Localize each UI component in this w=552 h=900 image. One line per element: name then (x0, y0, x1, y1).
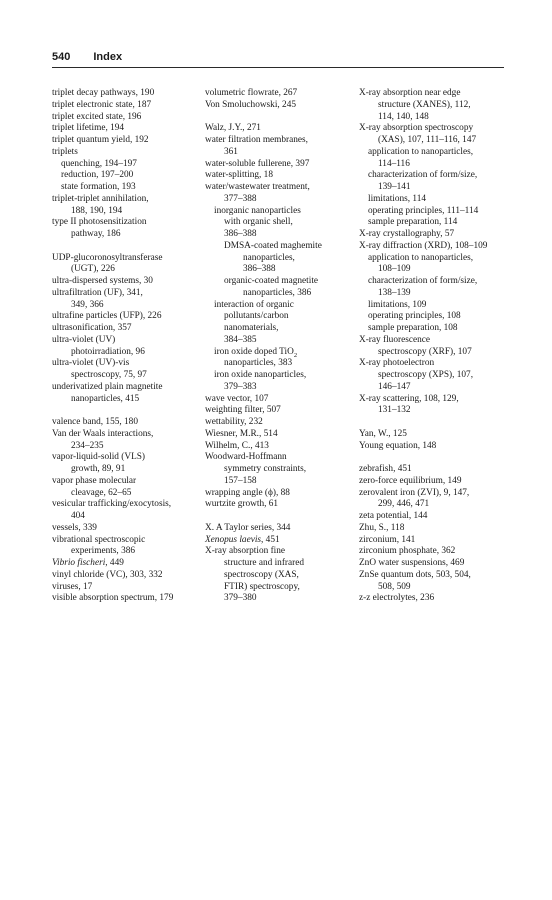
index-entry: zebrafish, 451 (359, 464, 412, 474)
index-entry: 157–158 (224, 475, 257, 486)
index-entry: Von Smoluchowski, 245 (205, 99, 296, 110)
index-entry: zirconium phosphate, 362 (359, 546, 456, 557)
index-entry: zeta potential, 144 (359, 511, 428, 521)
index-entry: application to nanoparticles, (368, 252, 474, 263)
index-entry: reduction, 197–200 (61, 170, 134, 181)
index-entry: structure and infrared (224, 558, 305, 568)
index-entry: volumetric flowrate, 267 (205, 88, 298, 98)
index-entry: 188, 190, 194 (71, 205, 123, 216)
index-entry: limitations, 114 (368, 193, 427, 204)
section-gap (52, 241, 202, 253)
index-entry: X. A Taylor series, 344 (205, 522, 291, 533)
index-entry: symmetry constraints, (224, 464, 307, 474)
index-entry: nanoparticles, 383 (224, 358, 293, 369)
index-entry: photoirradiation, 96 (71, 346, 145, 357)
index-entry: water-soluble fullerene, 397 (205, 158, 310, 169)
index-entry: type II photosensitization (52, 217, 147, 228)
index-entry: spectroscopy (XAS, (224, 569, 299, 580)
page-number: 540 (52, 51, 71, 63)
entry-pages: , 451 (261, 534, 280, 545)
index-entry (52, 558, 202, 570)
index-entry: X-ray diffraction (XRD), 108–109 (359, 240, 488, 251)
index-entry: nanomaterials, (224, 323, 279, 333)
index-entry: Zhu, S., 118 (359, 522, 405, 533)
index-entry: 379–383 (224, 381, 257, 392)
index-entry: organic-coated magnetite (224, 276, 319, 286)
index-entry: 139–141 (378, 182, 411, 192)
index-entry: vesicular trafficking/exocytosis, (52, 499, 172, 510)
index-entry: triplet excited state, 196 (52, 111, 142, 122)
entry-italic-term: Vibrio fischeri (52, 558, 106, 568)
index-entry: visible absorption spectrum, 179 (52, 593, 174, 604)
index-entry: experiments, 386 (71, 546, 136, 557)
index-column-2 (205, 88, 355, 605)
index-entry: Wilhelm, C., 413 (205, 440, 269, 451)
index-entry: vinyl chloride (VC), 303, 332 (52, 569, 163, 580)
index-entry: Wiesner, M.R., 514 (205, 428, 278, 439)
index-entry: characterization of form/size, (368, 170, 478, 181)
section-gap (205, 511, 355, 523)
index-entry: wave vector, 107 (205, 393, 269, 404)
index-entry: structure (XANES), 112, (378, 99, 471, 110)
index-entry: nanoparticles, (243, 252, 295, 263)
index-entry: wurtzite growth, 61 (205, 499, 279, 510)
index-entry: Woodward-Hoffmann (205, 452, 287, 463)
index-entry: quenching, 194–197 (61, 158, 137, 169)
index-entry: water filtration membranes, (205, 135, 309, 145)
index-entry: Walz, J.Y., 271 (205, 123, 261, 134)
index-entry: 379–380 (224, 593, 257, 604)
index-entry: triplets (52, 146, 78, 157)
section-gap (359, 452, 509, 464)
section-gap (52, 405, 202, 417)
index-entry: ultrafine particles (UFP), 226 (52, 311, 162, 322)
index-entry: ultra-violet (UV) (52, 334, 116, 345)
index-entry: ultrasonification, 357 (52, 323, 132, 333)
index-entry: triplet electronic state, 187 (52, 99, 152, 110)
index-entry: valence band, 155, 180 (52, 417, 138, 427)
index-entry: 404 (71, 511, 85, 521)
index-entry: 138–139 (378, 287, 411, 298)
index-entry: zirconium, 141 (359, 534, 416, 545)
index-entry: water-splitting, 18 (205, 170, 273, 181)
entry-text: iron oxide doped TiO (214, 346, 294, 357)
index-entry: spectroscopy (XRF), 107 (378, 346, 472, 357)
index-entry: 384–385 (224, 334, 257, 345)
index-entry: with organic shell, (224, 217, 293, 228)
index-entry: cleavage, 62–65 (71, 487, 132, 498)
index-entry: sample preparation, 114 (368, 217, 458, 228)
index-column-3 (359, 88, 509, 605)
section-gap (359, 417, 509, 429)
index-entry: 508, 509 (378, 581, 411, 592)
running-header (52, 51, 122, 63)
index-entry: 131–132 (378, 405, 411, 416)
index-entry: UDP-glucoronosyltransferase (52, 252, 163, 263)
index-entry (205, 535, 355, 547)
index-entry: underivatized plain magnetite (52, 381, 163, 392)
index-entry: inorganic nanoparticles (214, 205, 301, 216)
index-entry: X-ray scattering, 108, 129, (359, 393, 459, 404)
index-entry: pathway, 186 (71, 229, 121, 239)
index-entry: 114, 140, 148 (378, 111, 429, 122)
index-entry: ZnO water suspensions, 469 (359, 558, 465, 568)
index-entry: z-z electrolytes, 236 (359, 593, 435, 604)
index-entry: 108–109 (378, 264, 411, 275)
index-entry: 146–147 (378, 381, 411, 392)
index-entry: triplet lifetime, 194 (52, 123, 125, 134)
index-entry: vapor phase molecular (52, 475, 137, 486)
index-entry: (XAS), 107, 111–116, 147 (378, 135, 477, 145)
index-entry: triplet quantum yield, 192 (52, 135, 149, 145)
index-entry: X-ray absorption fine (205, 546, 286, 557)
index-entry: state formation, 193 (61, 182, 136, 192)
index-entry: vessels, 339 (52, 522, 97, 533)
index-entry: ultra-violet (UV)-vis (52, 358, 130, 369)
index-entry: (UGT), 226 (71, 264, 115, 275)
index-entry: viruses, 17 (52, 581, 93, 592)
index-entry: X-ray fluorescence (359, 334, 430, 345)
page-title: Index (93, 51, 123, 63)
index-entry: limitations, 109 (368, 299, 427, 310)
index-column-1 (52, 88, 202, 605)
index-entry: nanoparticles, 415 (71, 393, 140, 404)
index-entry: 386–388 (243, 264, 276, 275)
header-rule (52, 67, 504, 68)
index-entry: nanoparticles, 386 (243, 287, 312, 298)
section-gap (205, 112, 355, 124)
index-entry: 361 (224, 146, 238, 157)
index-entry: triplet decay pathways, 190 (52, 88, 155, 98)
index-entry: ultrafiltration (UF), 341, (52, 287, 143, 298)
index-entry: application to nanoparticles, (368, 146, 474, 157)
index-entry: operating principles, 111–114 (368, 205, 479, 216)
index-entry: zerovalent iron (ZVI), 9, 147, (359, 487, 470, 498)
index-entry: sample preparation, 108 (368, 323, 458, 333)
index-entry (205, 347, 355, 359)
index-entry: triplet-triplet annihilation, (52, 193, 149, 204)
index-entry: Van der Waals interactions, (52, 428, 154, 439)
index-entry: vapor-liquid-solid (VLS) (52, 452, 146, 463)
index-entry: 114–116 (378, 158, 410, 169)
index-entry: 386–388 (224, 229, 257, 239)
index-entry: zero-force equilibrium, 149 (359, 475, 462, 486)
index-entry: 377–388 (224, 193, 257, 204)
index-entry: ZnSe quantum dots, 503, 504, (359, 569, 471, 580)
index-entry: Young equation, 148 (359, 440, 437, 451)
index-entry: 234–235 (71, 440, 104, 451)
index-entry: DMSA-coated maghemite (224, 240, 322, 251)
index-entry: vibrational spectroscopic (52, 534, 146, 545)
index-entry: X-ray absorption near edge (359, 88, 461, 98)
index-entry: pollutants/carbon (224, 311, 289, 322)
index-entry: growth, 89, 91 (71, 464, 126, 474)
entry-subscript: 2 (293, 351, 298, 359)
index-entry: X-ray absorption spectroscopy (359, 123, 474, 134)
index-entry: X-ray crystallography, 57 (359, 229, 455, 239)
index-entry: iron oxide nanoparticles, (214, 370, 307, 380)
index-entry: operating principles, 108 (368, 311, 461, 322)
index-entry: interaction of organic (214, 299, 294, 310)
index-entry: 349, 366 (71, 299, 104, 310)
index-entry: X-ray photoelectron (359, 358, 435, 369)
index-entry: weighting filter, 507 (205, 405, 281, 416)
index-entry: wrapping angle (ϕ), 88 (205, 487, 290, 498)
index-entry: ultra-dispersed systems, 30 (52, 276, 153, 286)
index-entry: FTIR) spectroscopy, (224, 581, 300, 592)
entry-pages: , 449 (105, 558, 124, 568)
index-entry: water/wastewater treatment, (205, 182, 310, 192)
index-entry: characterization of form/size, (368, 276, 478, 286)
index-entry: wettability, 232 (205, 417, 263, 427)
entry-italic-term: Xenopus laevis (205, 534, 262, 545)
index-entry: spectroscopy (XPS), 107, (378, 370, 474, 380)
index-entry: 299, 446, 471 (378, 499, 430, 510)
index-entry: Yan, W., 125 (359, 428, 407, 439)
index-entry: spectroscopy, 75, 97 (71, 370, 147, 380)
